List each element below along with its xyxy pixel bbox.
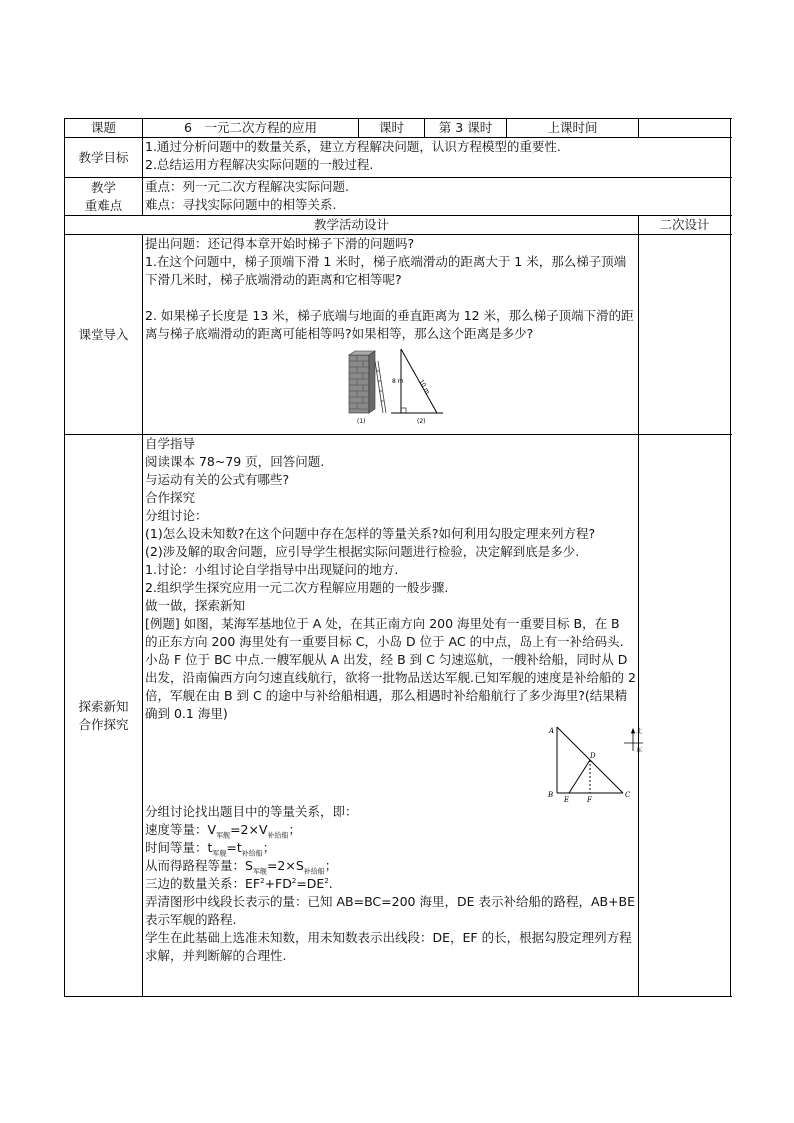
example-problem: [例题] 如图，某海军基地位于 A 处，在其正南方向 200 海里处有一重要目标 B，在 B 的正东方向 200 海里处有一重要目标 C，小岛 D 位于 AC 的中点，岛上有一补给码头.小岛 F 位于 BC 中点.一艘军舰从 A 出发，经 B 到 C 匀速巡航，一艘补给船，同时从 D 出发，沿南偏西方向匀速直线航行，欲将一批物品送达军舰.已知军舰的速度是补给船的 2 倍，军舰在由 B 到 C 的途中与补给船相遇，那么相遇时补给船航行了多少海里?(结果精确到 0.1 海里) <box>145 616 636 721</box>
label-10m: 10 m <box>417 378 432 396</box>
task-1: 1.讨论：小组讨论自学指导中出现疑问的地方. <box>145 562 399 577</box>
header-row <box>65 119 731 138</box>
point-b: B <box>548 791 554 799</box>
caption-2: (2) <box>417 418 426 425</box>
intro-second-design <box>639 235 731 435</box>
equality-heading: 分组讨论找出题目中的等量关系，即： <box>145 804 358 819</box>
goal-item: 1.通过分析问题中的数量关系，建立方程解决问题，认识方程模型的重要性. <box>145 139 561 154</box>
choose-unknown: 学生在此基础上选准未知数，用未知数表示出线段：DE，EF 的长，根据勾股定理列方程求解，并判断解的合理性. <box>145 930 632 963</box>
key-point: 重点：列一元二次方程解决实际问题. <box>145 179 349 194</box>
difficulty-point: 难点：寻找实际问题中的相等关系. <box>145 197 337 212</box>
east-label: 东 <box>636 747 643 754</box>
second-design-header: 二次设计 <box>639 216 731 235</box>
ladder-figure <box>345 345 455 427</box>
key-points-label-line2: 重难点 <box>84 197 123 213</box>
segment-meaning: 弄清图形中线段长表示的量：已知 AB=BC=200 海里，DE 表示补给船的路程，AB+BE 表示军舰的路程. <box>145 894 636 927</box>
key-points-content <box>143 178 731 216</box>
explore-content <box>143 435 643 997</box>
group-discussion-heading: 分组讨论： <box>145 508 208 523</box>
discussion-item-2: (2)涉及解的取舍问题，应引导学生根据实际问题进行检验，决定解到底是多少. <box>145 544 580 559</box>
activity-header-row <box>65 216 731 235</box>
topic-value: 6 一元二次方程的应用 <box>143 119 359 138</box>
brick-wall <box>349 351 375 413</box>
activity-design-header: 教学活动设计 <box>65 216 639 235</box>
point-c: C <box>625 791 631 799</box>
intro-row <box>65 235 731 435</box>
discussion-item-1: (1)怎么设未知数?在这个问题中存在怎样的等量关系?如何利用勾股定理来列方程? <box>145 526 596 541</box>
speed-equality: 速度等量：$V_{军舰}=2\times V_{补给船}$； <box>145 822 302 840</box>
intro-question: 提出问题：还记得本章开始时梯子下滑的问题吗? <box>145 236 415 251</box>
explore-label <box>65 435 143 997</box>
goals-row <box>65 138 731 178</box>
key-points-label <box>65 178 143 216</box>
point-f: F <box>587 796 592 804</box>
reading-task: 阅读课本 78~79 页，回答问题. <box>145 454 325 469</box>
key-points-label-line1: 教学 <box>90 179 116 195</box>
period-label: 课时 <box>359 119 425 138</box>
label-8m: 8 m <box>392 378 404 385</box>
intro-question-2: 2. 如果梯子长度是 13 米，梯子底端与地面的垂直距离为 12 米，那么梯子顶端下滑的距离与梯子底端滑动的距离可能相等吗?如果相等，那么这个距离是多少? <box>145 308 634 341</box>
explore-row <box>65 435 731 997</box>
self-guide-heading: 自学指导 <box>145 436 196 451</box>
try-heading: 做一做，探索新知 <box>145 598 246 613</box>
formula-question: 与运动有关的公式有哪些? <box>145 472 290 487</box>
cooperation-heading: 合作探究 <box>145 490 196 505</box>
north-label: 北 <box>636 728 643 735</box>
explore-label-line1: 探索新知 <box>78 698 129 714</box>
triangle-abc <box>557 727 623 793</box>
goals-label: 教学目标 <box>65 138 143 178</box>
class-time-label: 上课时间 <box>507 119 639 138</box>
key-points-row <box>65 178 731 216</box>
point-e: E <box>564 796 570 804</box>
caption-1: (1) <box>357 418 366 425</box>
topic-label: 课题 <box>65 119 143 138</box>
time-equality: 时间等量：$t_{军舰}=t_{补给船}$； <box>145 840 276 858</box>
ladder <box>375 361 386 413</box>
class-time-value <box>639 119 731 138</box>
intro-label: 课堂导入 <box>65 235 143 435</box>
goals-content <box>143 138 731 178</box>
goal-item: 2.总结运用方程解决实际问题的一般过程. <box>145 157 374 172</box>
intro-question-1: 1.在这个问题中，梯子顶端下滑 1 米时，梯子底端滑动的距离大于 1 米，那么梯子顶端下滑几米时，梯子底端滑动的距离和它相等呢? <box>145 254 627 287</box>
point-d: D <box>590 752 596 760</box>
distance-equality: 从而得路程等量：$S_{军舰}=2\times S_{补给船}$； <box>145 858 338 876</box>
period-value: 第 3 课时 <box>425 119 507 138</box>
lesson-plan-table <box>64 118 731 997</box>
triangle-relation: 三边的数量关系：$EF^2+FD^2=DE^2$. <box>145 876 333 891</box>
point-a: A <box>549 727 555 735</box>
explore-second-design <box>639 435 731 997</box>
intro-content <box>143 235 639 435</box>
task-2: 2.组织学生探究应用一元二次方程解应用题的一般步骤. <box>145 580 449 595</box>
explore-label-line2: 合作探究 <box>78 716 129 732</box>
